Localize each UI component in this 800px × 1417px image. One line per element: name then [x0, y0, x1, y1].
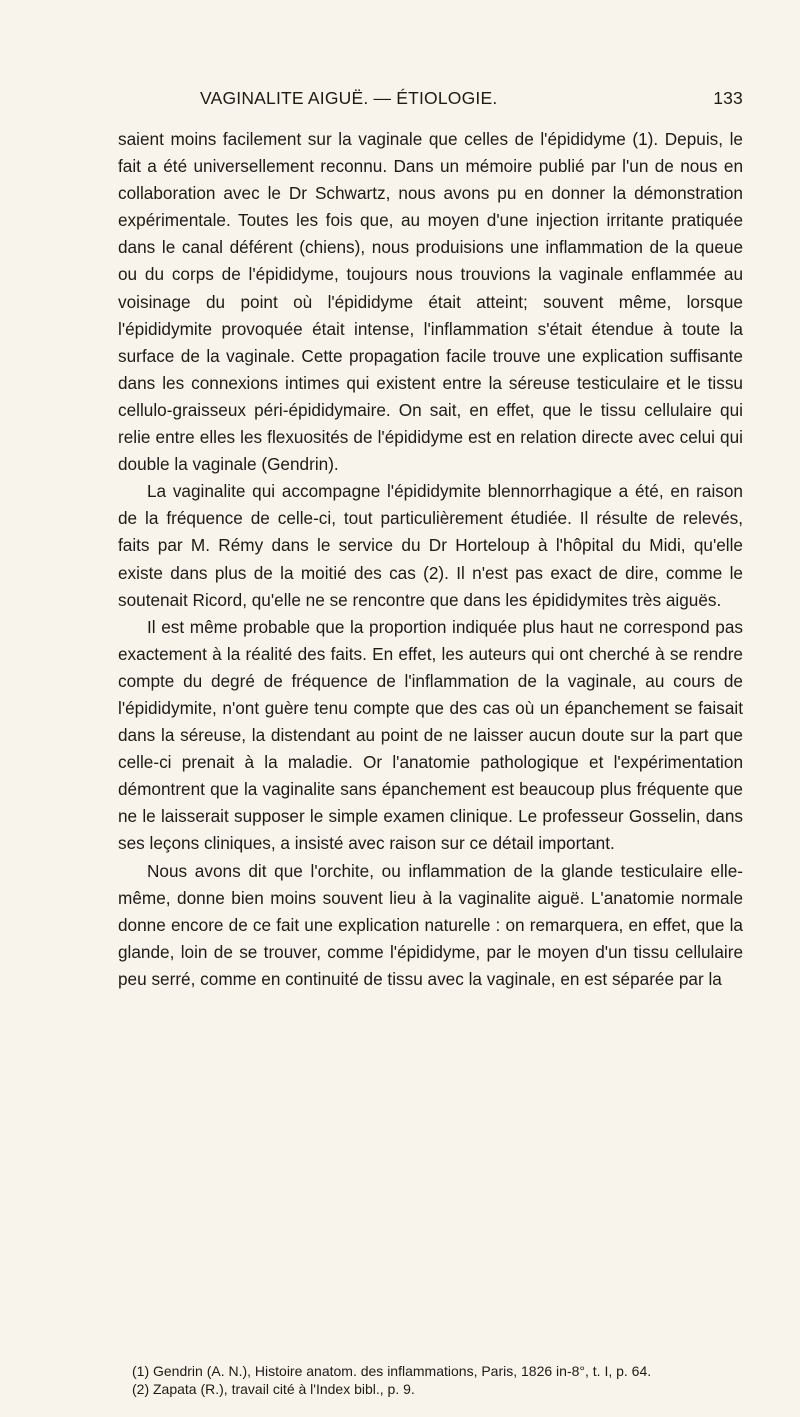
paragraph: Nous avons dit que l'orchite, ou inflammation de la glande testiculaire elle-même, donne bien moins souvent lieu à la vaginalite aiguë. L'anatomie normale donne encore de ce fait une explication naturelle : on remarquera, en effet, que la glande, loin de se trouver, comme l'épididyme, par le moyen d'un tissu cellulaire peu serré, comme en continuité de tissu avec la vaginale, en est séparée par la — [118, 860, 743, 989]
body-text — [118, 126, 743, 993]
footnote: (2) Zapata (R.), travail cité à l'Index bibl., p. 9. — [132, 1381, 415, 1397]
paragraph: Il est même probable que la proportion indiquée plus haut ne correspond pas exactement à la réalité des faits. En effet, les auteurs qui ont cherché à se rendre compte du degré de fréquence de l'inflammation de la vaginale, au cours de l'épididymite, n'ont guère tenu compte que des cas où un épanchement se faisait dans la séreuse, la distendant au point de ne laisser aucun doute sur la part que celle-ci prenait à la maladie. Or l'anatomie pathologique et l'expérimentation démontrent que la vaginalite sans épanchement est beaucoup plus fréquente que ne le laisserait supposer le simple examen clinique. Le professeur Gosselin, dans ses leçons cliniques, a insisté avec raison sur ce détail important. — [118, 616, 743, 854]
paragraph: saient moins facilement sur la vaginale que celles de l'épididyme (1). Depuis, le fait a été universellement reconnu. Dans un mémoire publié par l'un de nous en collaboration avec le Dr Schwartz, nous avons pu en donner la démonstration expérimentale. Toutes les fois que, au moyen d'une injection irritante pratiquée dans le canal déférent (chiens), nous produisions une inflammation de la queue ou du corps de l'épididyme, toujours nous trouvions la vaginale enflammée au voisinage du point où l'épididyme était atteint; souvent même, lorsque l'épididymite provoquée était intense, l'inflammation s'était étendue à toute la surface de la vaginale. Cette propagation facile trouve une explication suffisante dans les connexions intimes qui existent entre la séreuse testiculaire et le tissu cellulo-graisseux péri-épididymaire. On sait, en effet, que le tissu cellulaire qui relie entre elles les flexuosités de l'épididyme est en relation directe avec celui qui double la vaginale (Gendrin). — [118, 129, 743, 475]
paragraph: La vaginalite qui accompagne l'épididymite blennorrhagique a été, en raison de la fréquence de celle-ci, tout particulièrement étudiée. Il résulte de relevés, faits par M. Rémy dans le service du Dr Horteloup à l'hôpital du Midi, qu'elle existe dans plus de la moitié des cas (2). Il n'est pas exact de dire, comme le soutenait Ricord, qu'elle ne se rencontre que dans les épididymites très aiguës. — [118, 481, 743, 610]
footnote: (1) Gendrin (A. N.), Histoire anatom. des inflammations, Paris, 1826 in-8°, t. I, p. 64. — [132, 1363, 652, 1379]
page-number: 133 — [713, 88, 743, 108]
running-title: VAGINALITE AIGUË. — ÉTIOLOGIE. — [200, 88, 498, 108]
page-header — [118, 88, 743, 116]
footnotes — [132, 1362, 742, 1398]
